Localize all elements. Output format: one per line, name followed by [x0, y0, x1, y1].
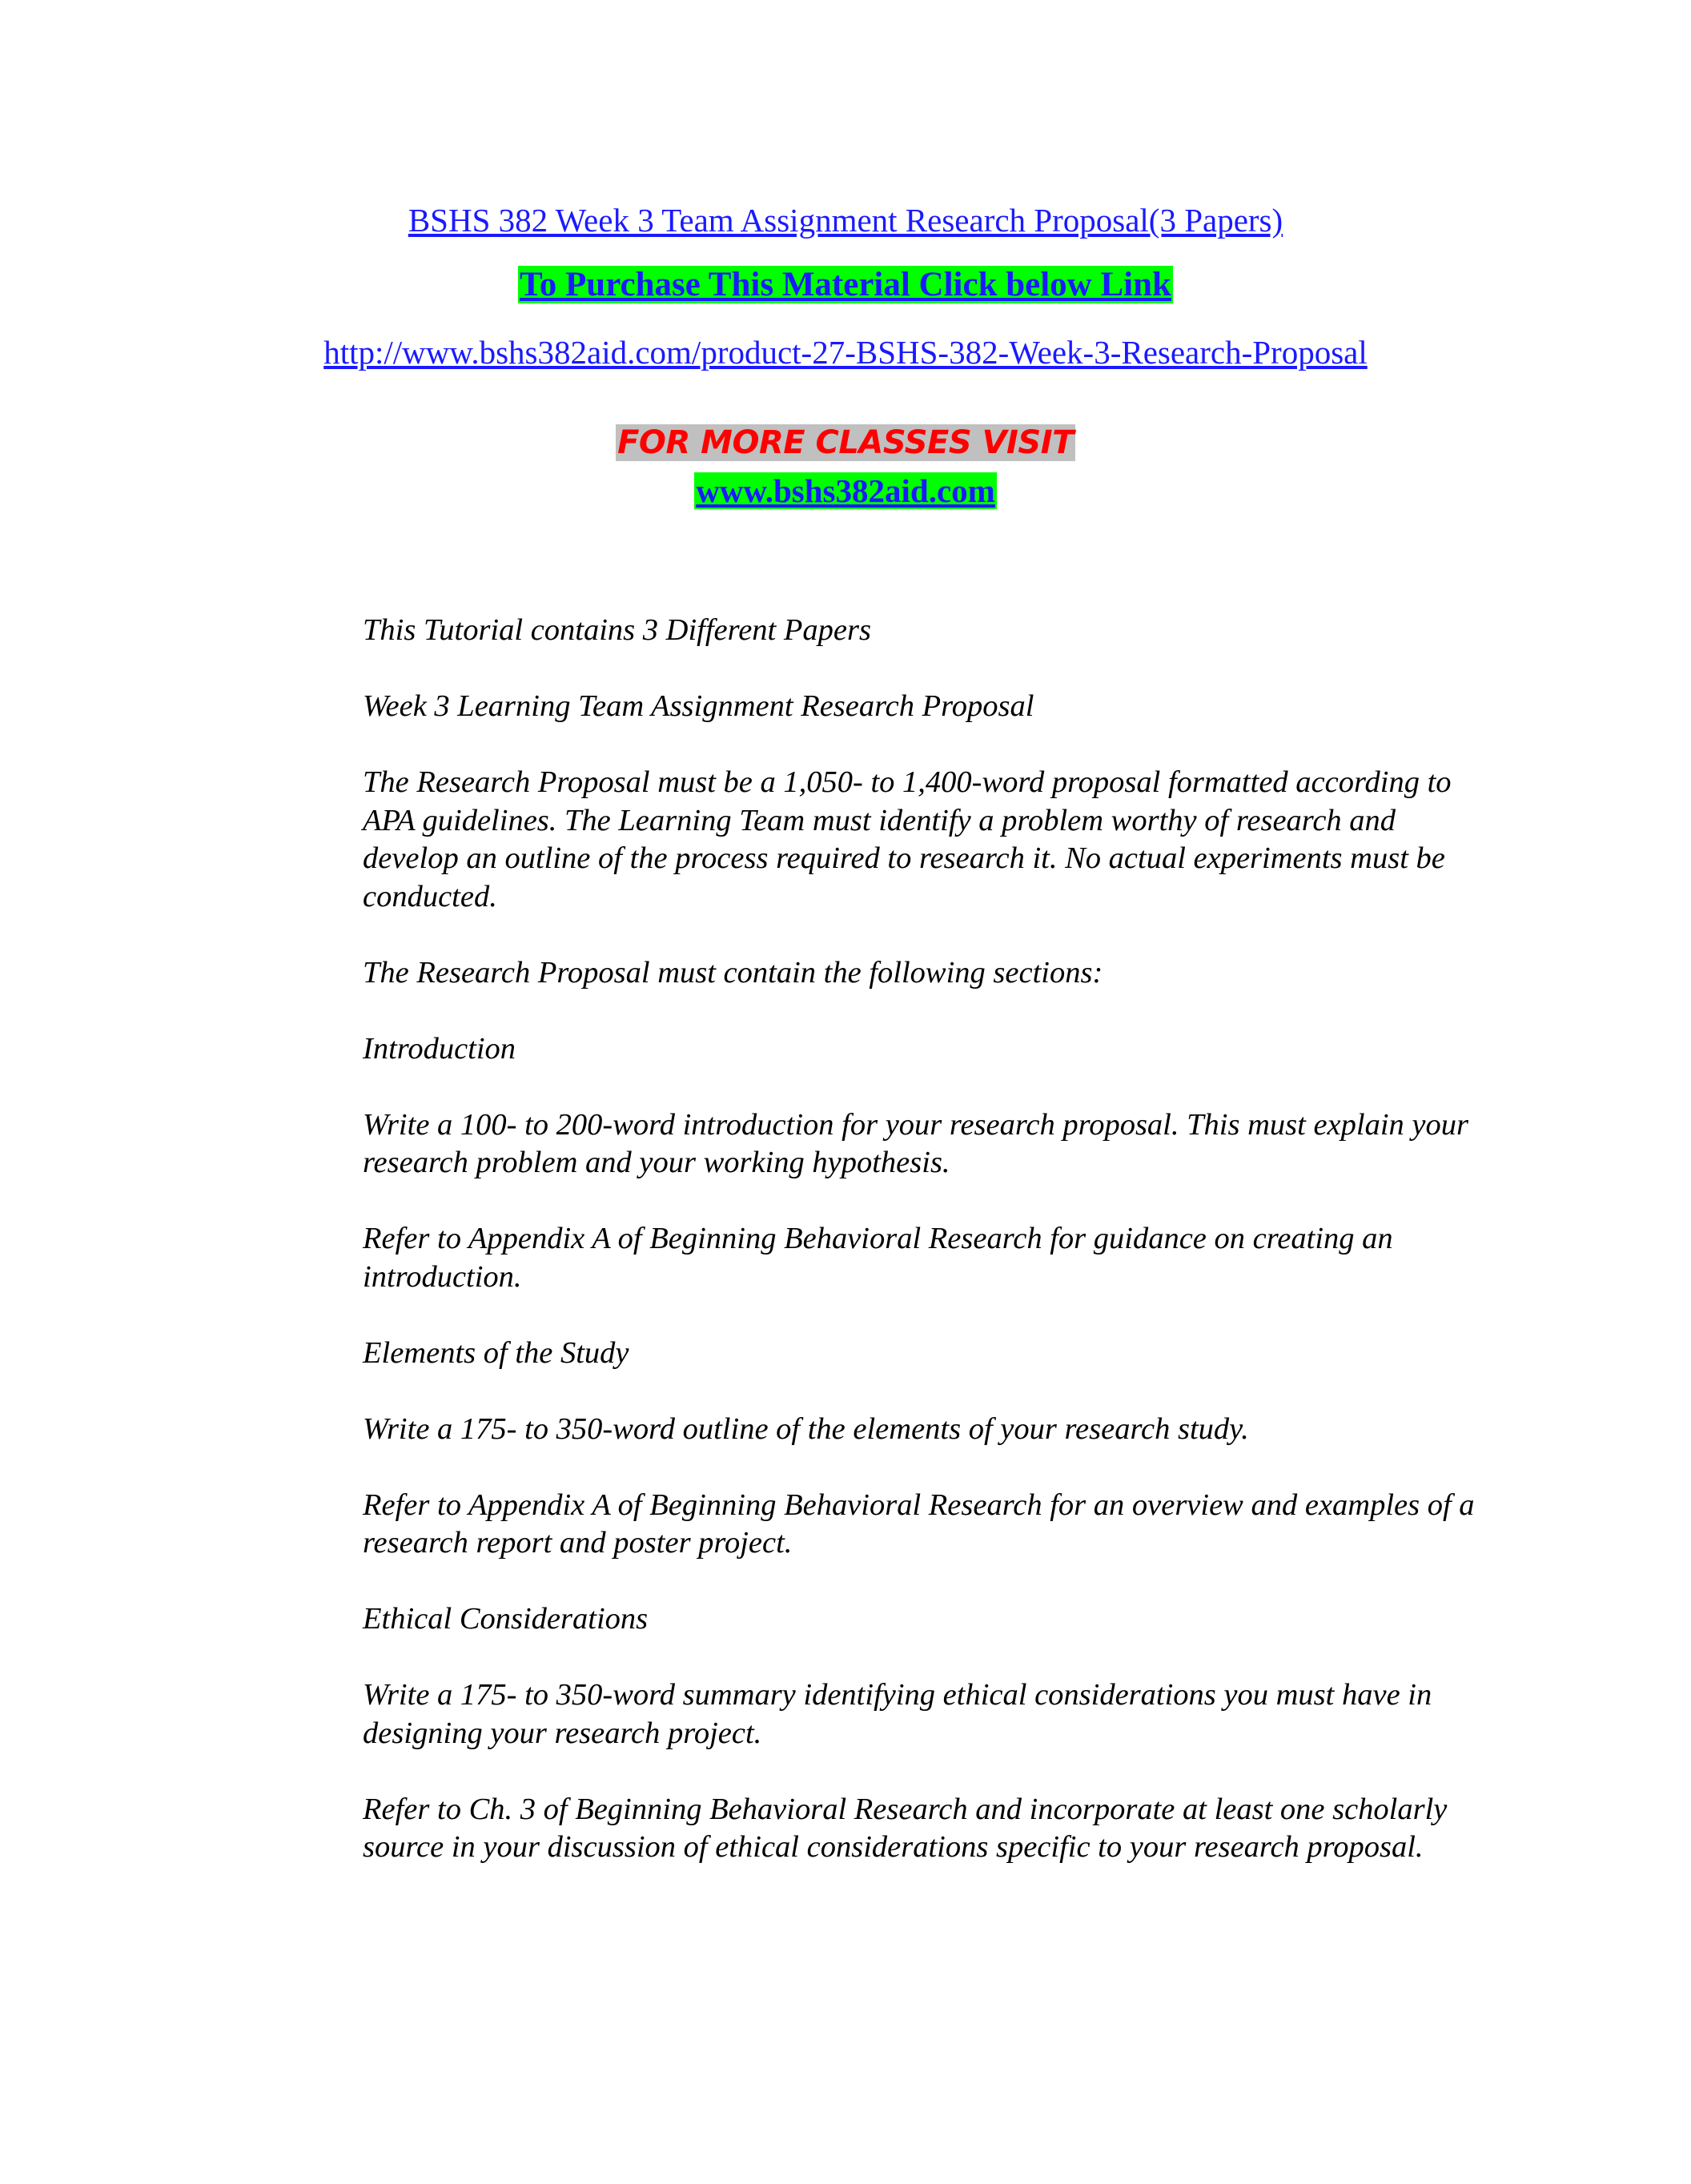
product-url-link[interactable]: http://www.bshs382aid.com/product-27-BSHS-382-Week-3-Research-Proposal — [323, 334, 1368, 371]
paragraph-elements-reference: Refer to Appendix A of Beginning Behavioral Research for an overview and examples of a research report and poster project. — [363, 1487, 1475, 1560]
purchase-banner — [240, 262, 1451, 315]
paragraph-proposal-requirements: The Research Proposal must be a 1,050- to 1,400-word proposal formatted according to APA guidelines. The Learning Team must identify a problem worthy of research and develop an outline of the process required to research it. No actual experiments must be conducted. — [363, 765, 1452, 913]
paragraph-ethical-reference: Refer to Ch. 3 of Beginning Behavioral Research and incorporate at least one scholarly source in your discussion of ethical considerations specific to your research proposal. — [363, 1792, 1448, 1864]
heading-elements-of-study: Elements of the Study — [363, 1335, 629, 1370]
paragraph-introduction-reference: Refer to Appendix A of Beginning Behavioral Research for guidance on creating an introduction. — [363, 1222, 1393, 1294]
more-classes-banner — [240, 420, 1451, 473]
tutorial-body — [363, 612, 1484, 1905]
site-url-link[interactable]: www.bshs382aid.com — [696, 472, 995, 509]
paragraph-ethical-details: Write a 175- to 350-word summary identifying ethical considerations you must have in designing your research project. — [363, 1678, 1432, 1750]
heading-introduction: Introduction — [363, 1031, 516, 1066]
heading-ethical-considerations: Ethical Considerations — [363, 1602, 649, 1636]
paragraph-sections-intro: The Research Proposal must contain the following sections: — [363, 955, 1103, 990]
title-link[interactable]: BSHS 382 Week 3 Team Assignment Research Proposal(3 Papers) — [408, 202, 1283, 239]
site-banner — [240, 468, 1451, 521]
paragraph-assignment-title: Week 3 Learning Team Assignment Research Proposal — [363, 689, 1034, 723]
paragraph-tutorial-contains: This Tutorial contains 3 Different Papers — [363, 613, 871, 647]
paragraph-introduction-details: Write a 100- to 200-word introduction for your research proposal. This must explain your research problem and your working hypothesis. — [363, 1107, 1468, 1179]
paragraph-elements-details: Write a 175- to 350-word outline of the elements of your research study. — [363, 1411, 1249, 1446]
more-classes-text: FOR MORE CLASSES VISIT — [617, 424, 1074, 461]
purchase-link[interactable]: To Purchase This Material Click below Link — [520, 266, 1171, 303]
